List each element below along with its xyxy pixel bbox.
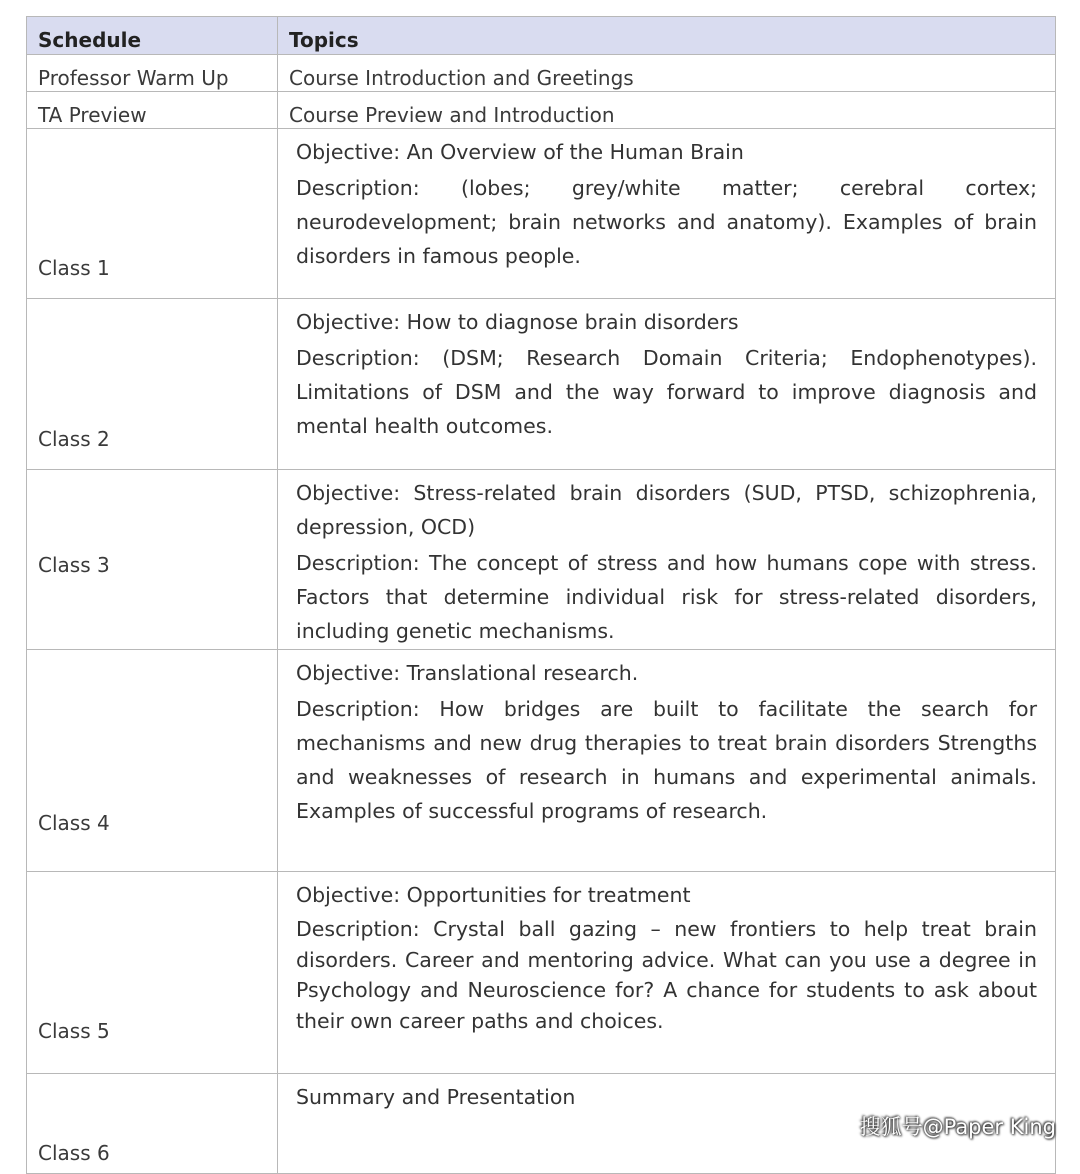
table-header-row [27, 17, 1056, 55]
schedule-cell [27, 872, 278, 1074]
class-description: Description: The concept of stress and how humans cope with stress. Factors that determine individual risk for stress-related disorders, including genetic mechanisms. [296, 551, 1037, 643]
class-objective: Objective: How to diagnose brain disorders [296, 310, 739, 334]
class-label: Class 5 [38, 1019, 110, 1043]
schedule-cell: TA Preview [27, 92, 278, 129]
topic-cell [278, 650, 1056, 872]
class-description: Description: Crystal ball gazing – new frontiers to help treat brain disorders. Career and mentoring advice. What can you use a degree in Psychology and Neuroscience for? A chance for students to ask about their own career paths and choices. [296, 917, 1037, 1033]
topic-cell [278, 470, 1056, 650]
class-label: Class 4 [38, 811, 110, 835]
class-description: Description: (lobes; grey/white matter; cerebral cortex; neurodevelopment; brain networks and anatomy). Examples of brain disorders in famous people. [296, 176, 1037, 268]
schedule-cell [27, 1074, 278, 1174]
class-label: Class 6 [38, 1141, 110, 1165]
class-description: Description: (DSM; Research Domain Criteria; Endophenotypes). Limitations of DSM and the way forward to improve diagnosis and mental health outcomes. [296, 346, 1037, 438]
class-label: Class 1 [38, 256, 110, 280]
topic-cell [278, 872, 1056, 1074]
class-description: Description: How bridges are built to facilitate the search for mechanisms and new drug therapies to treat brain disorders Strengths and weaknesses of research in humans and experimental animals. Examples of successful programs of research. [296, 697, 1037, 823]
schedule-cell [27, 650, 278, 872]
topic-cell [278, 129, 1056, 299]
schedule-cell: Professor Warm Up [27, 55, 278, 92]
table-row [27, 129, 1056, 299]
table-row [27, 470, 1056, 650]
topic-cell: Course Preview and Introduction [278, 92, 1056, 129]
topic-cell: Course Introduction and Greetings [278, 55, 1056, 92]
table-row [27, 872, 1056, 1074]
schedule-table [26, 16, 1056, 1174]
table-row [27, 650, 1056, 872]
table-row [27, 55, 1056, 92]
table-row [27, 299, 1056, 470]
schedule-cell [27, 299, 278, 470]
class-objective: Summary and Presentation [296, 1085, 576, 1109]
watermark: 搜狐号@Paper King [859, 1115, 1056, 1139]
class-objective: Objective: Opportunities for treatment [296, 883, 691, 907]
topic-cell [278, 299, 1056, 470]
class-label: Class 3 [38, 553, 110, 577]
schedule-column-header: Schedule [27, 17, 278, 55]
topics-column-header: Topics [278, 17, 1056, 55]
class-objective: Objective: An Overview of the Human Brain [296, 140, 744, 164]
class-objective: Objective: Stress-related brain disorders (SUD, PTSD, schizophrenia, depression, OCD) [296, 481, 1037, 539]
schedule-cell [27, 470, 278, 650]
table-row [27, 92, 1056, 129]
class-objective: Objective: Translational research. [296, 661, 639, 685]
schedule-cell [27, 129, 278, 299]
class-label: Class 2 [38, 427, 110, 451]
